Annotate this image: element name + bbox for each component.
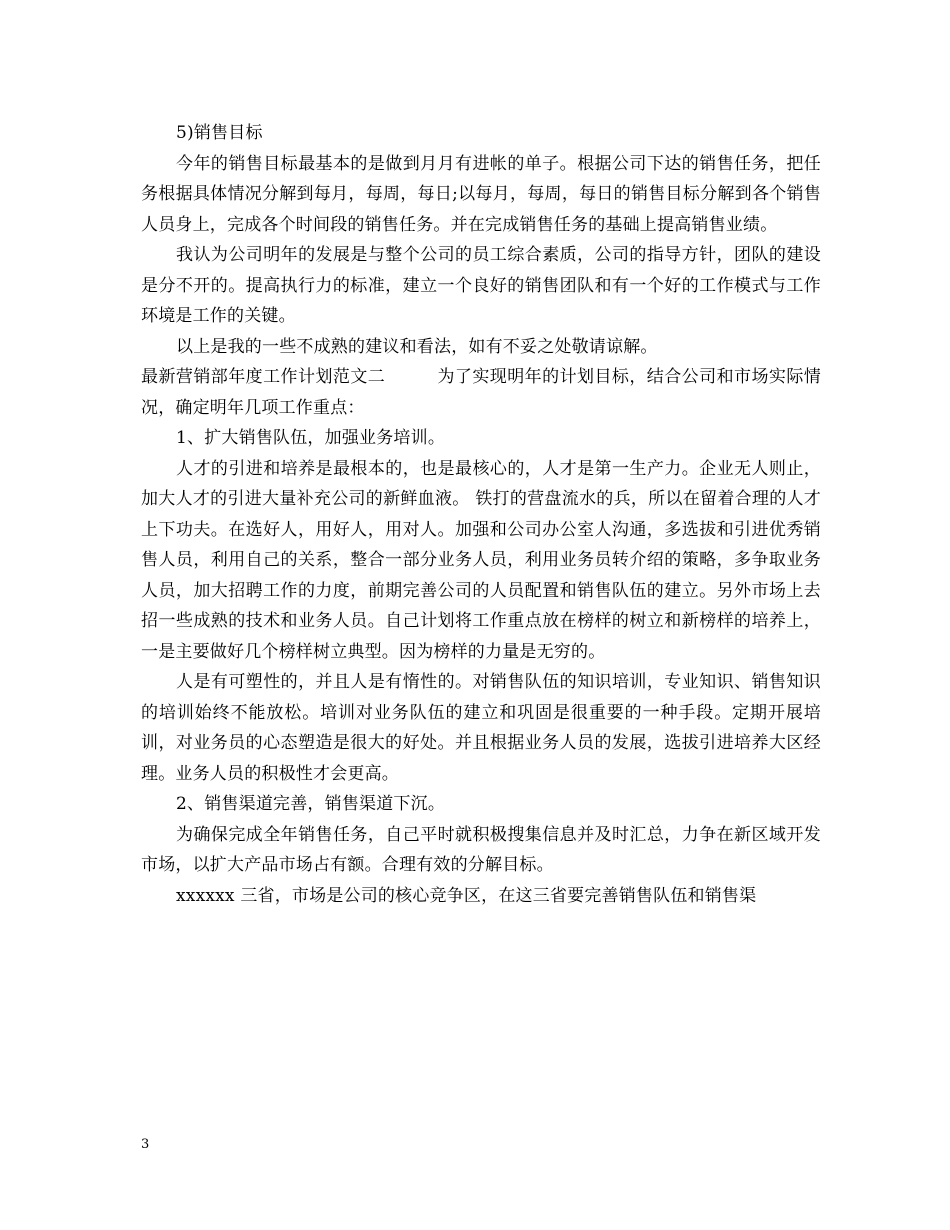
- page-body: [141, 118, 821, 911]
- paragraph-training: 人是有可塑性的，并且人是有惰性的。对销售队伍的知识培训，专业知识、销售知识的培训始终不能放松。培训对业务队伍的建立和巩固是很重要的一种手段。定期开展培训，对业务员的心态塑造是很大的好处。并且根据业务人员的发展，选拔引进培养大区经理。业务人员的积极性才会更高。: [141, 672, 821, 784]
- paragraph-closing-remark: 以上是我的一些不成熟的建议和看法，如有不妥之处敬请谅解。: [176, 336, 658, 357]
- paragraph-sales-target-heading: 5)销售目标: [176, 123, 263, 143]
- paragraph-point-two-heading: 2、销售渠道完善，销售渠道下沉。: [176, 794, 446, 814]
- paragraph-market-expansion: 为确保完成全年销售任务，自己平时就积极搜集信息并及时汇总，力争在新区域开发市场，以扩大产品市场占有额。合理有效的分解目标。: [141, 824, 821, 875]
- paragraph-company-development: 我认为公司明年的发展是与整个公司的员工综合素质，公司的指导方针，团队的建设是分不开的。提高执行力的标准，建立一个良好的销售团队和有一个好的工作模式与工作环境是工作的关键。: [141, 245, 821, 326]
- page-number: 3: [141, 1137, 150, 1152]
- paragraph-sales-target: 今年的销售目标最基本的是做到月月有进帐的单子。根据公司下达的销售任务，把任务根据具体情况分解到每月，每周，每日;以每月，每周，每日的销售目标分解到各个销售人员身上，完成各个时间段的销售任务。并在完成销售任务的基础上提高销售业绩。: [141, 153, 821, 235]
- paragraph-talent: 人才的引进和培养是最根本的，也是最核心的，人才是第一生产力。企业无人则止，加大人才的引进大量补充公司的新鲜血液。 铁打的营盘流水的兵，所以在留着合理的人才上下功夫。在选好人，用好人，用对人。加强和公司办公室人沟通，多选拔和引进优秀销售人员，利用自己的关系，整合一部分业务人员，利用业务员转介绍的策略，多争取业务人员，加大招聘工作的力度，前期完善公司的人员配置和销售队伍的建立。另外市场上去招一些成熟的技术和业务人员。自己计划将工作重点放在榜样的树立和新榜样的培养上，一是主要做好几个榜样树立典型。因为榜样的力量是无穷的。: [141, 458, 821, 662]
- section-title: 最新营销部年度工作计划范文二: [141, 367, 386, 387]
- paragraph-plan-two-intro: [141, 362, 821, 423]
- paragraph-point-one-heading: 1、扩大销售队伍，加强业务培训。: [176, 428, 446, 448]
- paragraph-three-provinces: xxxxxx 三省，市场是公司的核心竞争区，在这三省要完善销售队伍和销售渠: [176, 885, 757, 906]
- section-intro-text: 为了实现明年的计划目标，结合公司和市场实际情况，确定明年几项工作重点：: [141, 367, 821, 418]
